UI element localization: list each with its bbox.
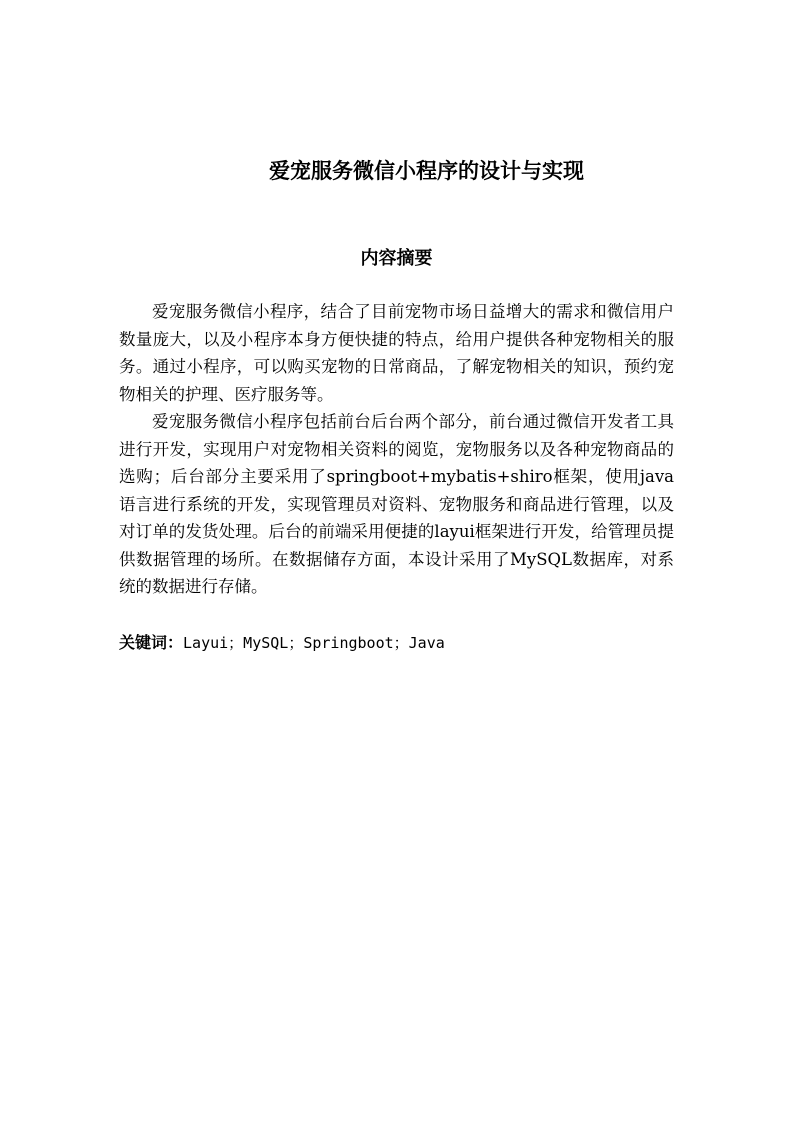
- abstract-heading: 内容摘要: [360, 248, 433, 269]
- abstract-paragraph-1: 爱宠服务微信小程序，结合了目前宠物市场日益增大的需求和微信用户数量庞大，以及小程序本身方便快捷的特点，给用户提供各种宠物相关的服务。通过小程序，可以购买宠物的日常商品，了解宠物相关的知识，预约宠物相关的护理、医疗服务等。: [119, 302, 674, 404]
- page-title: 爱宠服务微信小程序的设计与实现: [269, 159, 584, 183]
- keywords-label: 关键词：: [119, 633, 184, 652]
- keywords-line: [119, 630, 679, 656]
- abstract-paragraph-2: 爱宠服务微信小程序包括前台后台两个部分，前台通过微信开发者工具进行开发，实现用户对宠物相关资料的阅览，宠物服务以及各种宠物商品的选购；后台部分主要采用了springboot+mybatis+shiro框架，使用java语言进行系统的开发，实现管理员对资料、宠物服务和商品进行管理，以及对订单的发货处理。后台的前端采用便捷的layui框架进行开发，给管理员提供数据管理的场所。在数据储存方面，本设计采用了MySQL数据库，对系统的数据进行存储。: [119, 412, 674, 596]
- keywords-values: Layui；MySQL；Springboot；Java: [183, 634, 445, 652]
- abstract-body: [119, 298, 674, 601]
